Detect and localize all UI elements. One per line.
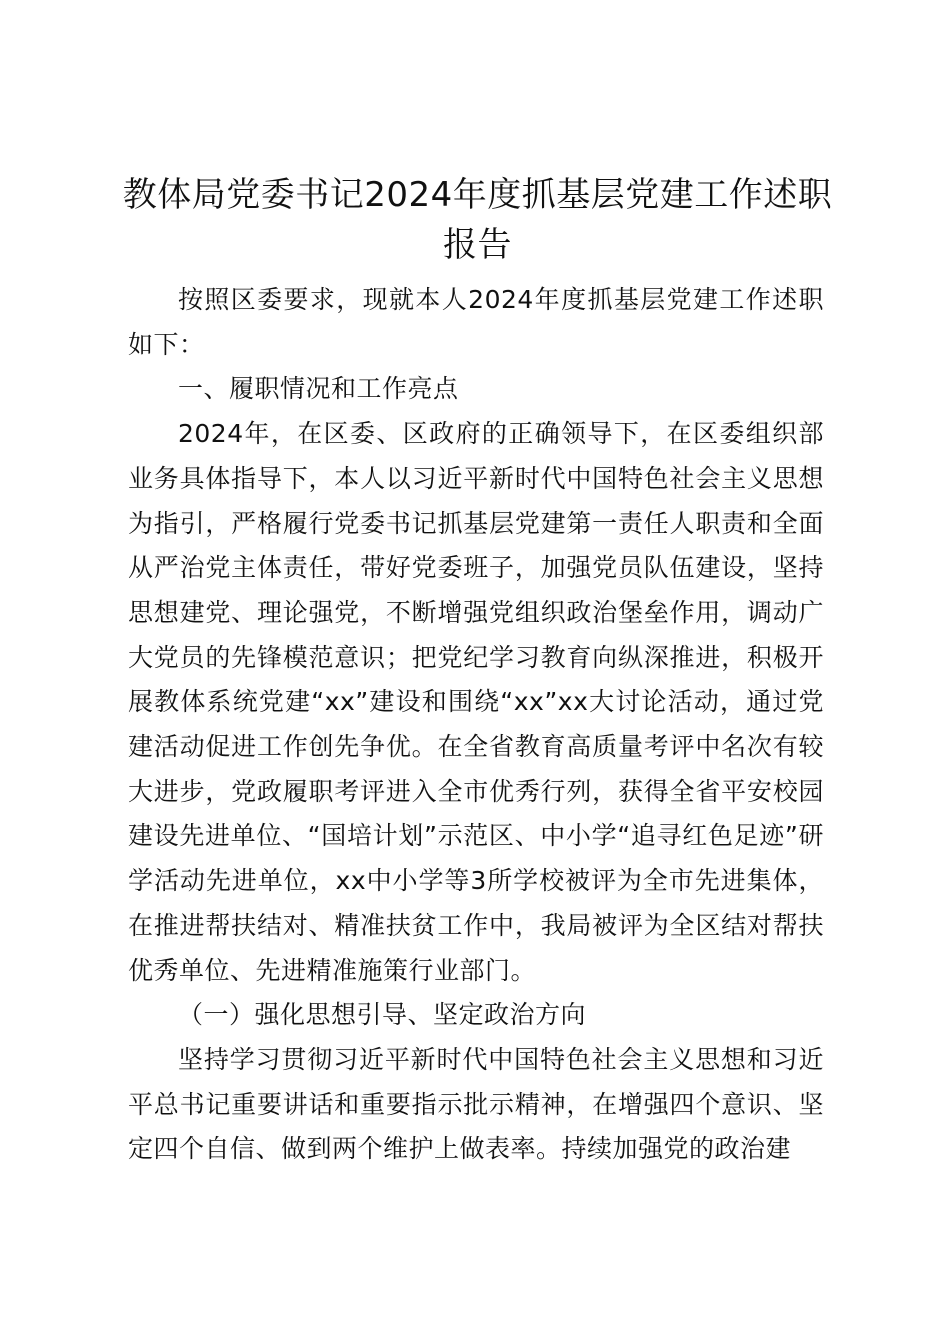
document-title: 教体局党委书记2024年度抓基层党建工作述职报告	[122, 175, 833, 265]
document-body	[128, 278, 824, 1172]
body-paragraph: 2024年，在区委、区政府的正确领导下，在区委组织部业务具体指导下，本人以习近平新时代中国特色社会主义思想为指引，严格履行党委书记抓基层党建第一责任人职责和全面从严治党主体责任，带好党委班子，加强党员队伍建设，坚持思想建党、理论强党，不断增强党组织政治堡垒作用，调动广大党员的先锋模范意识；把党纪学习教育向纵深推进，积极开展教体系统党建“xx”建设和围绕“xx”xx大讨论活动，通过党建活动促进工作创先争优。在全省教育高质量考评中名次有较大进步，党政履职考评进入全市优秀行列，获得全省平安校园建设先进单位、“国培计划”示范区、中小学“追寻红色足迹”研学活动先进单位，xx中小学等3所学校被评为全市先进集体，在推进帮扶结对、精准扶贫工作中，我局被评为全区结对帮扶优秀单位、先进精准施策行业部门。	[128, 419, 824, 985]
body-paragraph: 坚持学习贯彻习近平新时代中国特色社会主义思想和习近平总书记重要讲话和重要指示批示精神，在增强四个意识、坚定四个自信、做到两个维护上做表率。持续加强党的政治建	[128, 1044, 824, 1164]
section-heading-1: 一、履职情况和工作亮点	[178, 374, 459, 404]
subsection-heading-1: （一）强化思想引导、坚定政治方向	[178, 1000, 587, 1030]
intro-paragraph: 按照区委要求，现就本人2024年度抓基层党建工作述职如下：	[128, 285, 824, 359]
